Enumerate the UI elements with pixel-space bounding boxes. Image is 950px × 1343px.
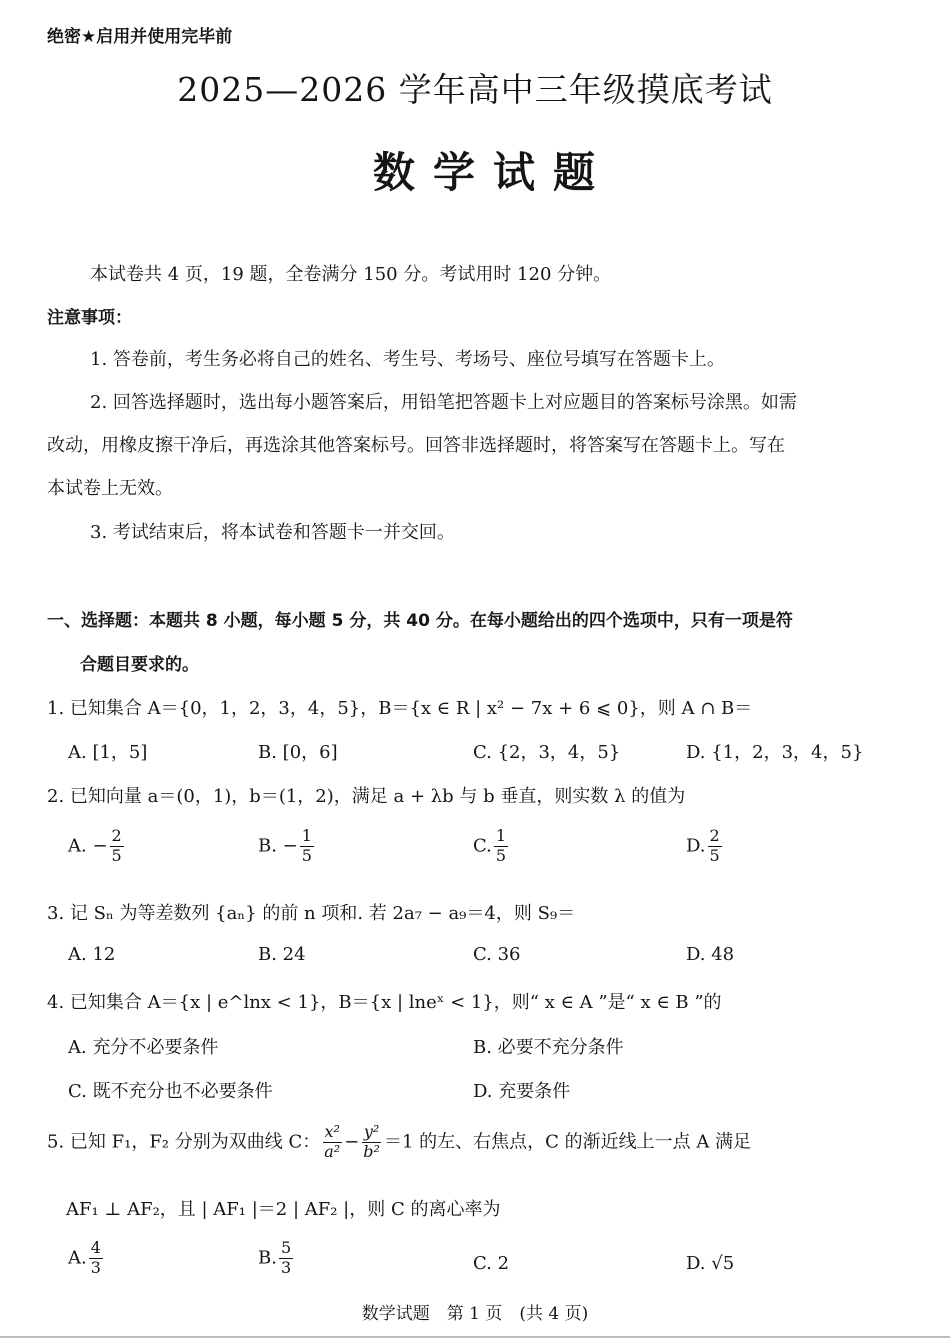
notice-item-1: 1. 答卷前，考生务必将自己的姓名、考生号、考场号、座位号填写在答题卡上。 xyxy=(90,349,725,370)
question-1-stem: 1. 已知集合 A＝{0，1，2，3，4，5}，B＝{x ∈ R | x² − 7x + 6 ⩽ 0}，则 A ∩ B＝ xyxy=(47,698,753,719)
section-1-heading-line-1: 一、选择题：本题共 8 小题，每小题 5 分，共 40 分。在每小题给出的四个选项中，只有一项是符 xyxy=(47,611,793,631)
page-footer: 数学试题 第 1 页 (共 4 页) xyxy=(361,1304,589,1324)
question-3-option-a: A. 12 xyxy=(68,944,116,965)
question-5-option-c: C. 2 xyxy=(473,1253,510,1274)
section-1-heading-line-2: 合题目要求的。 xyxy=(80,655,199,675)
question-2-option-d: D. $\frac{2}{5}$ xyxy=(686,826,720,865)
subject-title: 数学试题 xyxy=(372,148,613,197)
question-1-option-b: B. [0，6] xyxy=(258,742,338,763)
confidential-label: 绝密★启用并使用完毕前 xyxy=(47,27,233,47)
notice-item-3: 3. 考试结束后，将本试卷和答题卡一并交回。 xyxy=(90,522,455,543)
question-5-stem-line-1: 5. 已知 F₁，F₂ 分别为双曲线 C： $\frac{\text{x²}}{\text{a²}}$ − $\frac{\text{y²}}{\text{b²}}$ ＝1 的左、右焦点，C 的渐近线上一点 A 满足 xyxy=(47,1122,752,1161)
question-3-option-d: D. 48 xyxy=(686,944,735,965)
question-4-option-d: D. 充要条件 xyxy=(473,1081,571,1102)
exam-title: 2025—2026 学年高中三年级摸底考试 xyxy=(177,70,773,109)
question-4-option-a: A. 充分不必要条件 xyxy=(68,1037,219,1058)
notice-item-2-line-3: 本试卷上无效。 xyxy=(47,478,173,499)
question-5-option-d: D. √5 xyxy=(686,1253,735,1274)
notice-heading: 注意事项： xyxy=(47,308,132,328)
question-3-stem: 3. 记 Sₙ 为等差数列 {aₙ} 的前 n 项和. 若 2a₇ − a₉＝4，则 S₉＝ xyxy=(47,903,576,924)
question-5-stem-line-2: AF₁ ⊥ AF₂，且 | AF₁ |＝2 | AF₂ |，则 C 的离心率为 xyxy=(66,1199,501,1220)
question-3-option-b: B. 24 xyxy=(258,944,306,965)
question-1-option-a: A. [1，5] xyxy=(68,742,148,763)
intro-text: 本试卷共 4 页，19 题，全卷满分 150 分。考试用时 120 分钟。 xyxy=(90,264,612,285)
question-5-option-a: A. $\frac{4}{3}$ xyxy=(68,1238,101,1277)
question-2-option-a: A. − $\frac{2}{5}$ xyxy=(68,826,122,865)
question-1-option-d: D. {1，2，3，4，5} xyxy=(686,742,864,763)
question-3-option-c: C. 36 xyxy=(473,944,521,965)
question-4-option-b: B. 必要不充分条件 xyxy=(473,1037,624,1058)
question-5-option-b: B. $\frac{5}{3}$ xyxy=(258,1238,292,1277)
question-1-option-c: C. {2，3，4，5} xyxy=(473,742,621,763)
question-2-stem: 2. 已知向量 a＝(0，1)，b＝(1，2)，满足 a + λb 与 b 垂直，则实数 λ 的值为 xyxy=(47,786,686,807)
question-4-option-c: C. 既不充分也不必要条件 xyxy=(68,1081,273,1102)
bottom-edge-rule xyxy=(0,1336,950,1338)
notice-item-2-line-1: 2. 回答选择题时，选出每小题答案后，用铅笔把答题卡上对应题目的答案标号涂黑。如需 xyxy=(90,392,797,413)
notice-item-2-line-2: 改动，用橡皮擦干净后，再选涂其他答案标号。回答非选择题时，将答案写在答题卡上。写在 xyxy=(47,435,785,456)
question-2-option-b: B. − $\frac{1}{5}$ xyxy=(258,826,312,865)
question-2-option-c: C. $\frac{1}{5}$ xyxy=(473,826,507,865)
question-4-stem: 4. 已知集合 A＝{x | e^lnx < 1}，B＝{x | lneˣ < 1}，则“ x ∈ A ”是“ x ∈ B ”的 xyxy=(47,992,722,1013)
